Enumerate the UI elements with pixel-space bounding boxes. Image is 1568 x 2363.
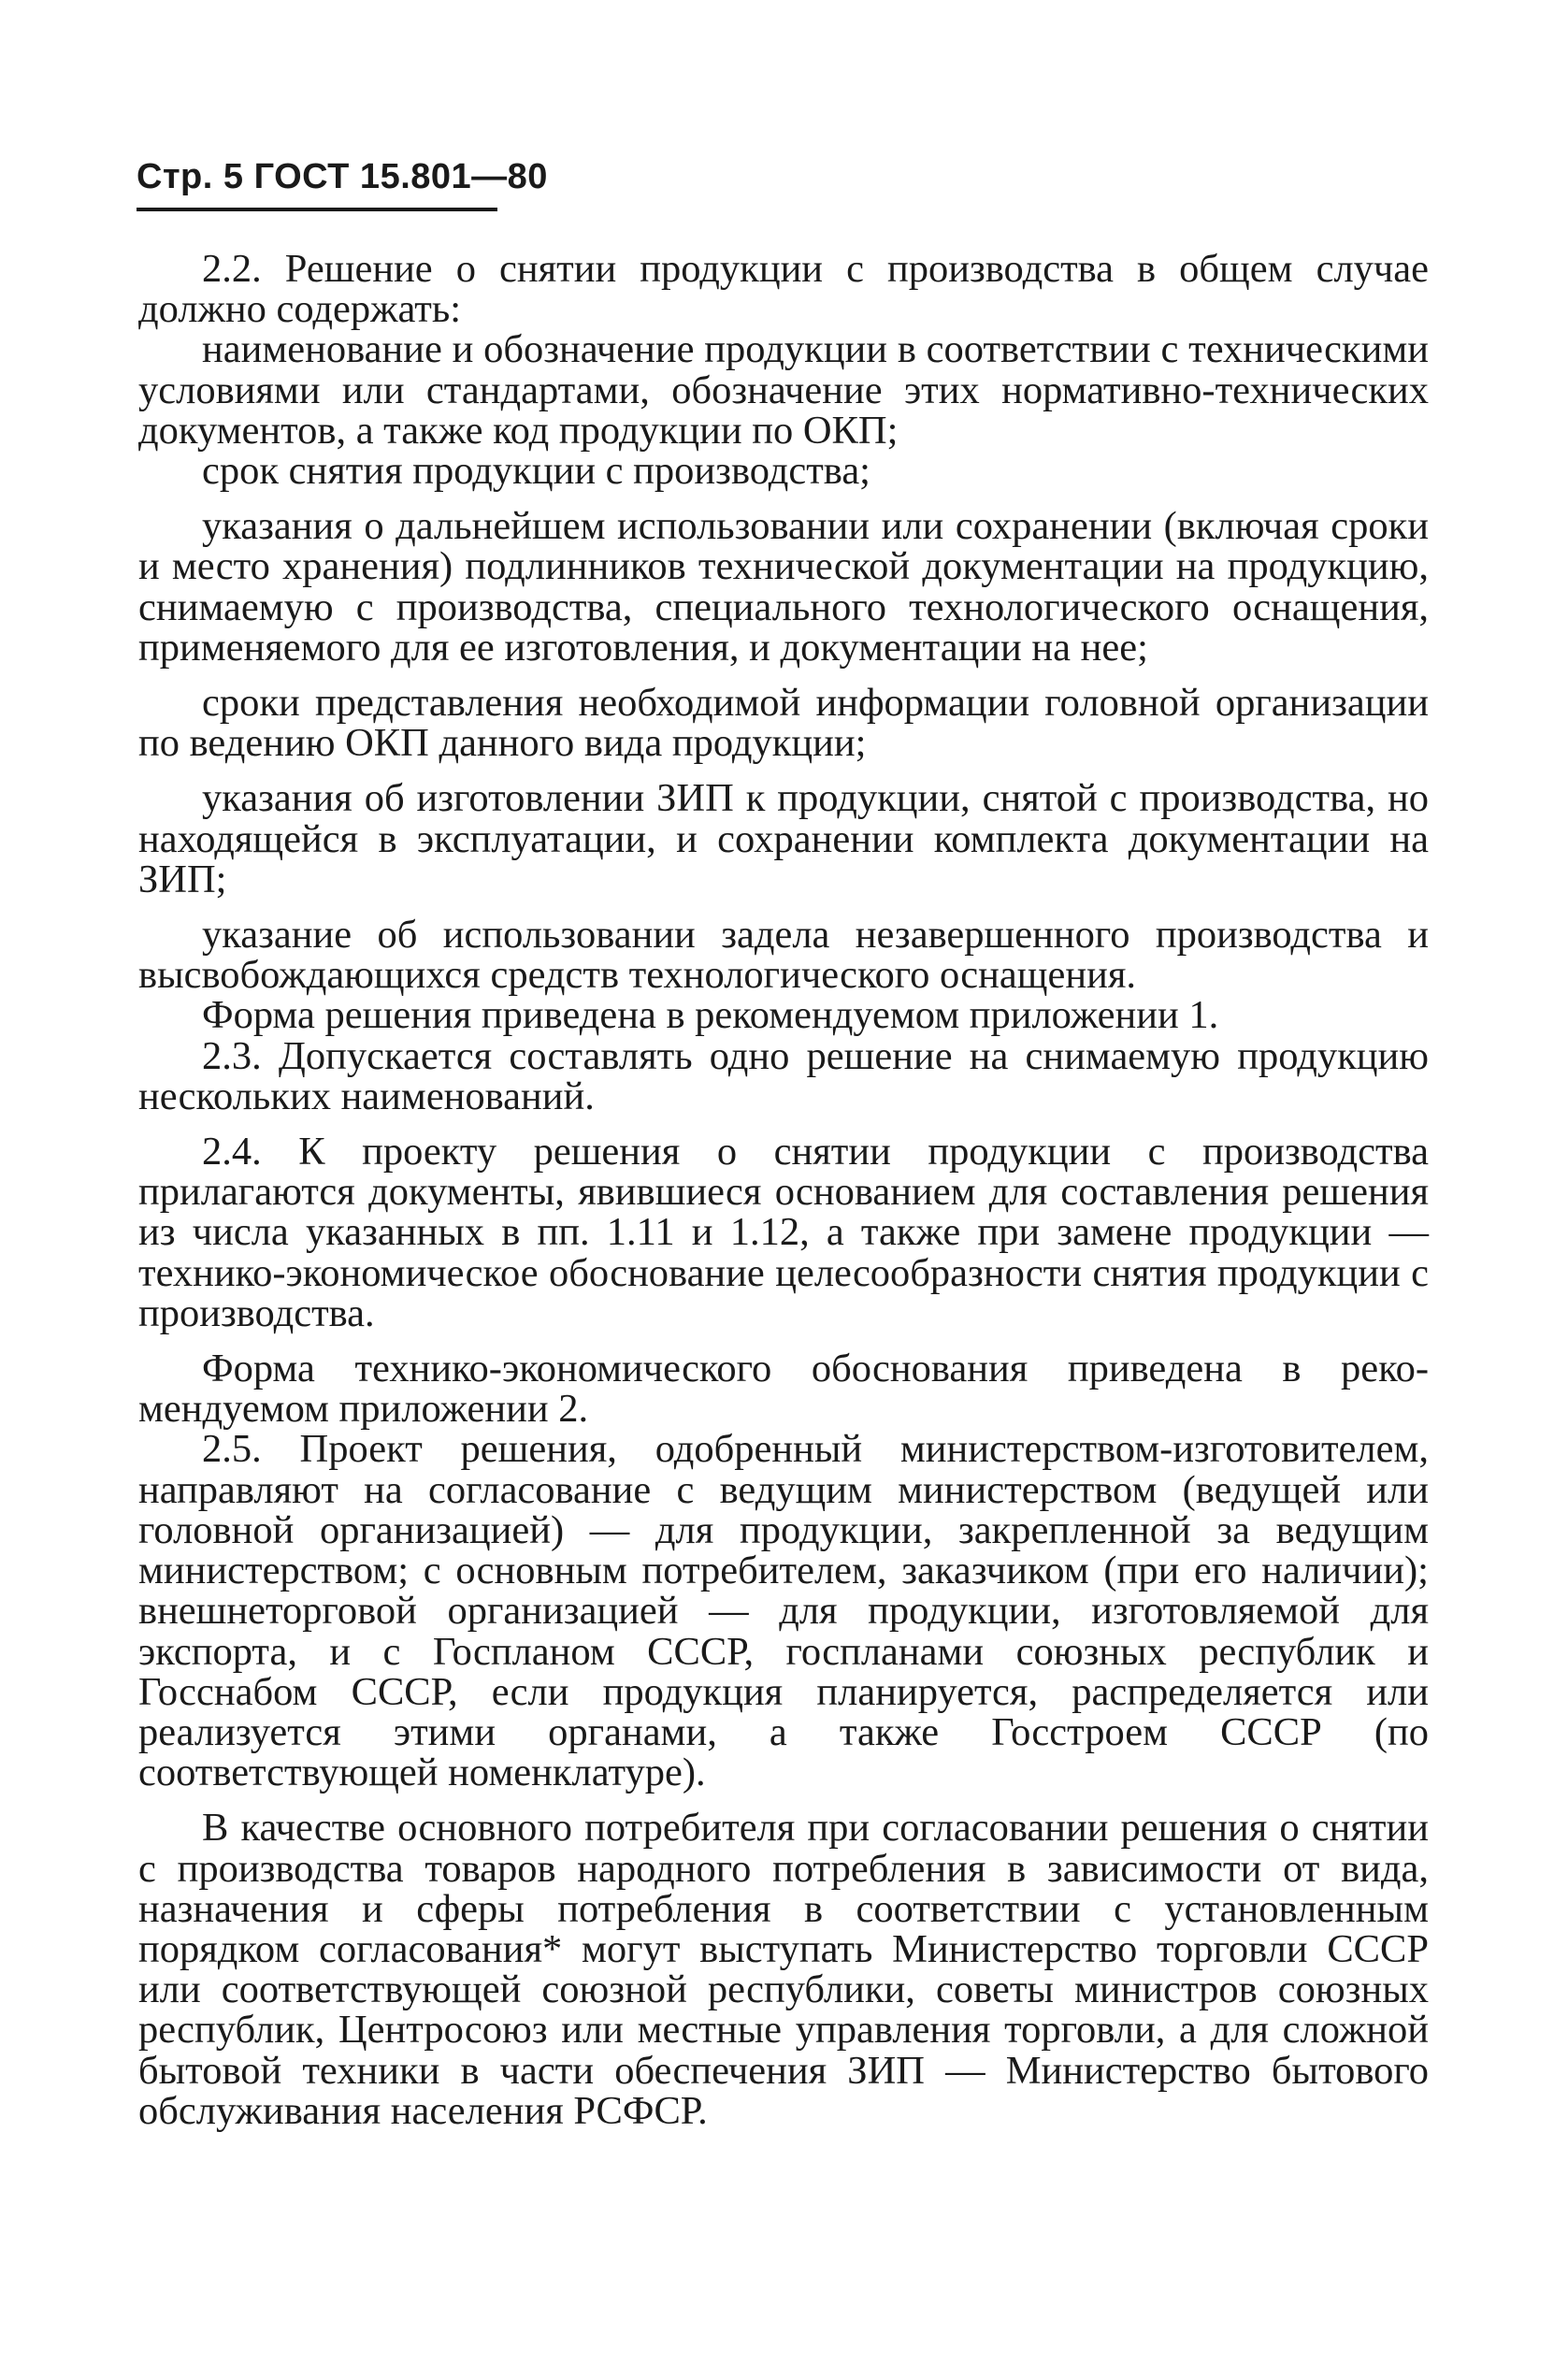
paragraph-item-naming: наименование и обозначение продукции в соответствии с техническими условиями или стандартами, обозначение этих нормативно-технических документов, а также код продукции по ОКП; [138, 327, 1429, 453]
paragraph-item-deadline: срок снятия продукции с производства; [202, 449, 870, 494]
paragraph-2-5: 2.5. Проект решения, одобренный министерством-изготовителем, направляют на согласование с ведущим министерством (ведущей или головной организацией) — для продукции, закрепленной за ведущим министерством; с основным потребителем, заказчиком (при его наличии); внешнеторговой организацией — для продукции, изготовляемой для экспорта, и с Госпланом СССР, госпланами союзных республик и Госснабом СССР, если продукция планируется, распределяется или реализуется этими органами, а также Госстроем СССР (по соответствующей номенклатуре). [138, 1427, 1429, 1795]
paragraph-form-appendix-1: Форма решения приведена в рекомендуемом приложении 1. [202, 993, 1219, 1038]
paragraph-item-info-deadlines: сроки представления необходимой информации головной организации по ведению ОКП данного вида продукции; [138, 681, 1429, 766]
running-header: Стр. 5 ГОСТ 15.801—80 [137, 157, 548, 196]
paragraph-2-2: 2.2. Решение о снятии продукции с производства в общем случае должно содержать: [138, 247, 1429, 332]
paragraph-item-originals: указания о дальнейшем использовании или сохранении (включая сроки и место хранения) подлинников технической документации на продукцию, снимаемую с производства, специального технологического оснащения, применяемого для ее изготовления, и документации на нее; [138, 504, 1429, 670]
document-body [138, 249, 1429, 2131]
paragraph-item-spare-parts: указания об изготовлении ЗИП к продукции, снятой с производства, но находящейся в эксплуатации, и сохранении комплекта документации на ЗИП; [138, 776, 1429, 901]
paragraph-form-appendix-2: Форма технико-экономического обоснования приведена в рекомендуемом приложении 2. [138, 1347, 1429, 1432]
paragraph-2-4: 2.4. К проекту решения о снятии продукции с производства прилагаются документы, явившиеся основанием для составления решения из числа указанных в пп. 1.11 и 1.12, а также при замене продукции — технико-экономическое обоснование целесообразности снятия продукции с производства. [138, 1130, 1429, 1335]
paragraph-consumer-goods: В качестве основного потребителя при согласовании решения о снятии с производства товаров народного потребления в зависимости от вида, назначения и сферы потребления в соответствии с установленным порядком согласования* могут выступать Министерство торговли СССР или соответствующей союзной республики, советы министров союзных республик, Центросоюз или местные управления торговли, а для сложной бытовой техники в части обеспечения ЗИП — Министерство бытового обслуживания населения РСФСР. [138, 1806, 1429, 2133]
header-rule [137, 208, 497, 211]
paragraph-item-backlog: указание об использовании задела незавершенного производства и высвобождающихся средств технологического оснащения. [138, 913, 1429, 998]
paragraph-2-3: 2.3. Допускается составлять одно решение на снимаемую продукцию нескольких наименований. [138, 1033, 1429, 1118]
